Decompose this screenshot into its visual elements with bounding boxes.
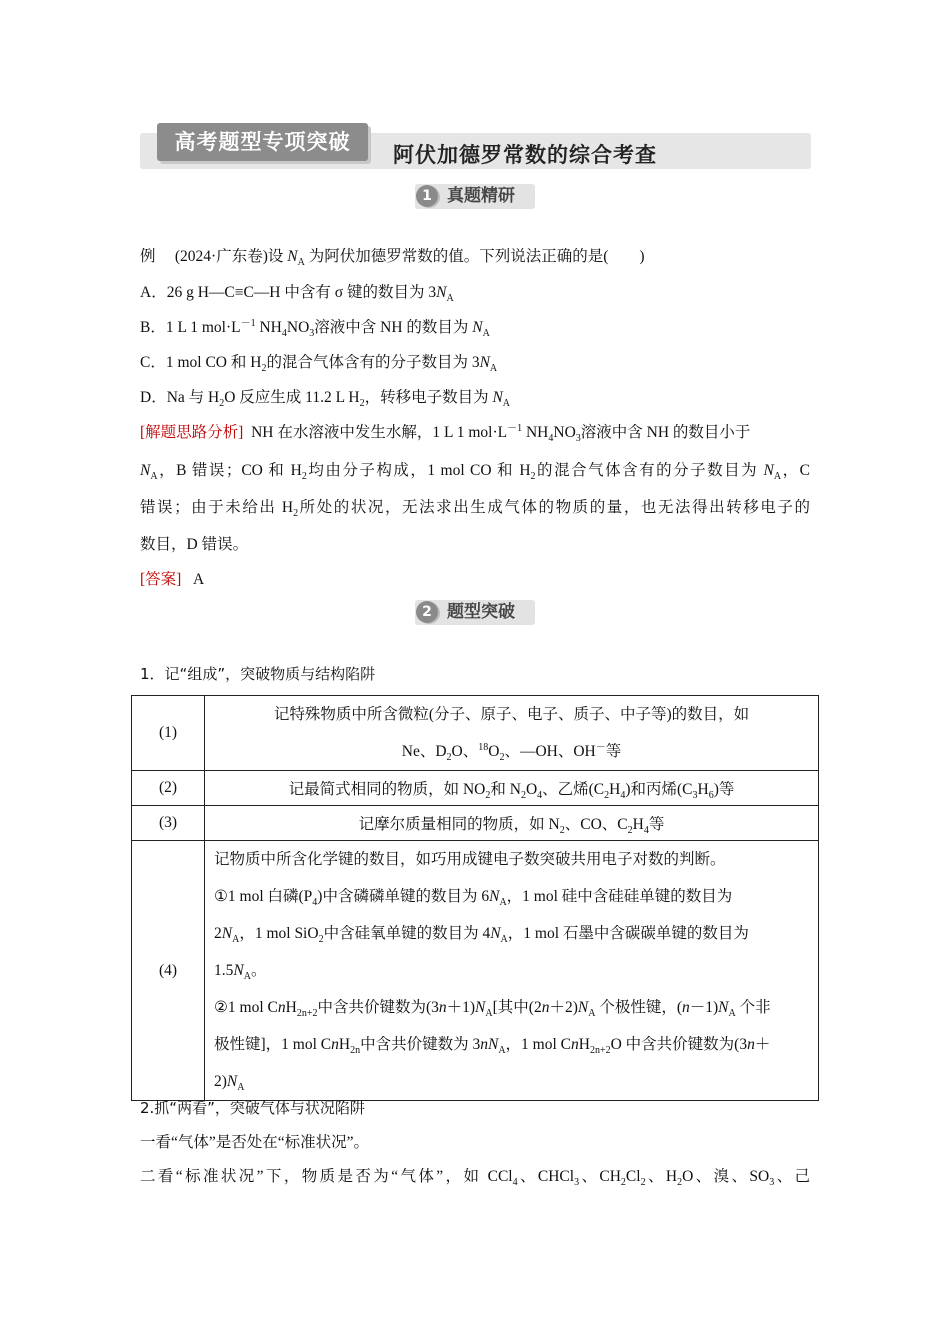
example-prefix: 例	[140, 248, 156, 265]
table-row: (4) 记物质中所含化学键的数目，如巧用成键电子数突破共用电子对数的判断。 ①1 mol 白磷$(P_4)$中含磷磷单键的数目为 $6N_A$，1 mol 硅中含硅硅单键的数目为 $2N_A$，1 mol SiO$_2$中含硅氧单键的数目为 $4N_A$，1 mol 石墨中含碳碳单键的数目为 $1.5N_A$。 ②1 mol CnH$_{2n+2}$中含共价键数为$(3n+1)N_A$[其中$(2n+2)N_A$ 个极性键，$(n-1)N_A$ 个非 极性键]，1 mol CnH$_{2n}$中含共价键数为 $3nN_A$，1 mol CnH$_{2n+2}$O 中含共价键数为(3n＋ $2)N_A$	[132, 841, 819, 1101]
composition-table	[131, 695, 819, 1101]
row-number: (1)	[132, 696, 205, 771]
header-tag: 高考题型专项突破	[157, 123, 368, 161]
option-b: B．1 L 1 $mol\cdot L^{-1}$ $NH_4NO_3$溶液中含 NH 的数目为 $N_A$	[140, 317, 490, 340]
section-label: 题型突破	[447, 602, 515, 622]
analysis-label: [解题思路分析]	[140, 424, 244, 441]
section-badge-1	[415, 184, 535, 209]
section-number-icon: 1	[416, 185, 438, 207]
analysis-line-4: 数目，D 错误。	[140, 536, 249, 553]
table-row: (1) 记特殊物质中所含微粒(分子、原子、电子、质子、中子等)的数目，如 Ne、$D_2O$、$^{18}O_2$、—OH、OH－等	[132, 696, 819, 771]
section-number-icon: 2	[416, 601, 438, 623]
point1-heading: 1．记“组成”，突破物质与结构陷阱	[140, 665, 376, 683]
option-d: D．Na 与 $H_2O$ 反应生成 11.2 L $H_2$，转移电子数目为 $N_A$	[140, 389, 511, 410]
analysis-line-2: $N_A$，B 错误；CO 和 $H_2$均由分子构成，1 mol CO 和 $H_2$的混合气体含有的分子数目为 $N_A$，C	[140, 462, 810, 483]
point2-line-2: 二看“标准状况”下，物质是否为“气体”，如 CCl$_4$、CHCl$_3$、$CH_2Cl_2$、$H_2O$、溴、$SO_3$、己	[140, 1168, 810, 1189]
row-number: (4)	[132, 841, 205, 1101]
table-row: (2) 记最简式相同的物质，如 $NO_2$和 $N_2O_4$、乙烯$(C_2H_4)$和丙烯$(C_3H_6)$等	[132, 771, 819, 806]
row-number: (3)	[132, 806, 205, 841]
point2-heading: 2.抓“两看”，突破气体与状况陷阱	[140, 1099, 365, 1117]
answer-value: A	[192, 571, 205, 588]
option-c: C．1 mol CO 和 $H_2$的混合气体含有的分子数目为 $3N_A$	[140, 354, 498, 375]
analysis-line-1: [解题思路分析] NH 在水溶液中发生水解，1 L 1 $mol\cdot L^{-1}$ $NH_4NO_3$溶液中含 NH 的数目小于	[140, 422, 751, 445]
answer-label: [答案]	[140, 571, 182, 588]
section-label: 真题精研	[447, 186, 515, 206]
analysis-line-3: 错误；由于未给出 $H_2$所处的状况，无法求出生成气体的物质的量，也无法得出转移电子的	[140, 499, 810, 520]
section-badge-2	[415, 600, 535, 625]
point2-line-1: 一看“气体”是否处在“标准状况”。	[140, 1134, 370, 1151]
option-a: A．26 g H—C≡C—H 中含有 σ 键的数目为 $3N_A$	[140, 284, 454, 305]
example-stem: 例 (2024·广东卷)设 $N_A$ 为阿伏加德罗常数的值。下列说法正确的是( )	[140, 248, 645, 269]
row-number: (2)	[132, 771, 205, 806]
page-title: 阿伏加德罗常数的综合考查	[393, 143, 657, 167]
answer-line	[140, 570, 204, 590]
table-row: (3) 记摩尔质量相同的物质，如 $N_2$、CO、$C_2H_4$等	[132, 806, 819, 841]
